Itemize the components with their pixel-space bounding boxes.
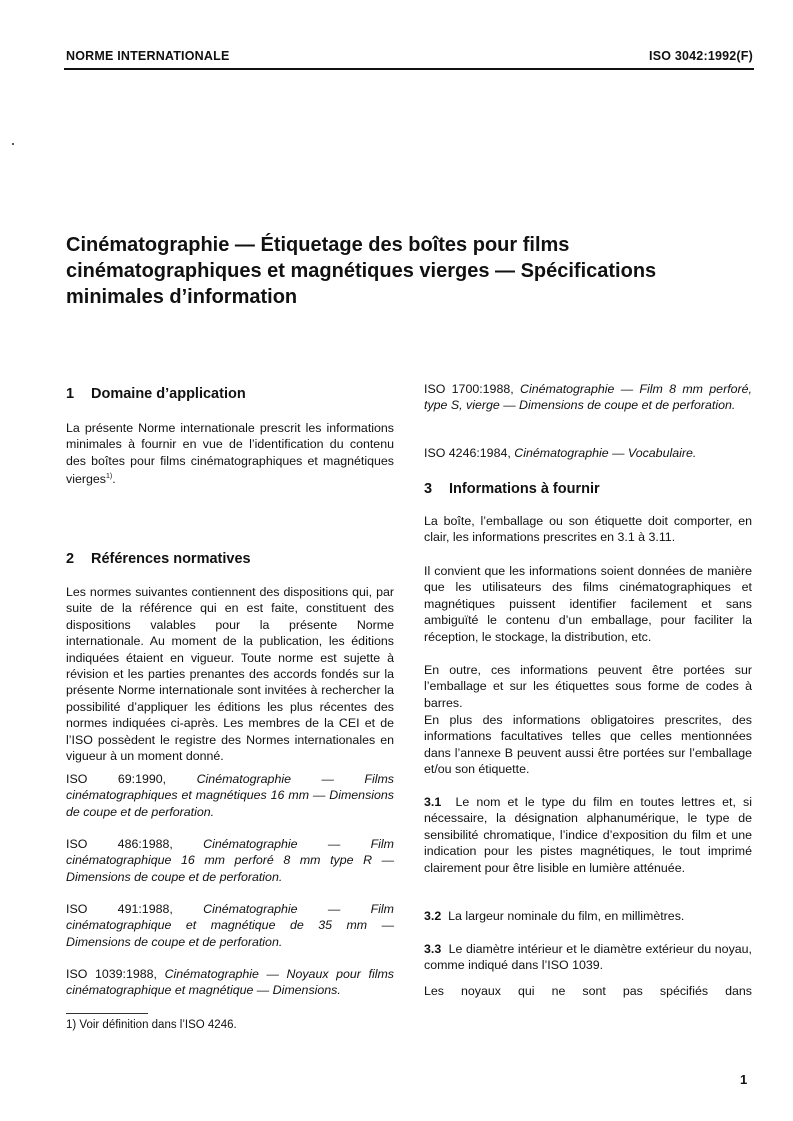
- section-3-paragraph: La boîte, l’emballage ou son étiquette doit comporter, en clair, les informations prescrites en 3.1 à 3.11.: [424, 514, 752, 545]
- section-3-paragraph: Il convient que les informations soient données de manière que les utilisateurs des films cinématographiques et magnétiques puissent identifier facilement et sans ambiguïté le contenu d’un emballage, pour faciliter la réception, le stockage, la distribution, etc.: [424, 564, 752, 644]
- section-2-text: Les normes suivantes contiennent des dispositions qui, par suite de la référence qui en est faite, constituent des dispositions valables pour la présente Norme internationale. Au moment de la publication, les éditions indiquées étaient en vigueur. Toute norme est sujette à révision et les parties prenantes des accords fondés sur la présente Norme internationale sont invitées à rechercher la possibilité d’appliquer les éditions les plus récentes des normes indiquées ci-après. Les membres de la CEI et de l’ISO possèdent le registre des Normes internationales en vigueur à un moment donné.: [66, 585, 394, 764]
- section-3-continued-text: Les noyaux qui ne sont pas spécifiés dans: [424, 984, 752, 998]
- reference-item: ISO 1700:1988, Cinématographie — Film 8 mm perforé, type S, vierge — Dimensions de coupe et de perforation.: [424, 382, 752, 413]
- section-1-text: La présente Norme internationale prescrit les informations minimales à fournir en vue de l’identification du contenu des boîtes pour films cinématographiques et magnétiques vierges$^{1)}$.: [66, 421, 394, 487]
- clause-3-2: 3.2 La largeur nominale du film, en millimètres.: [424, 909, 685, 923]
- header-standard-type: NORME INTERNATIONALE: [66, 49, 230, 63]
- reference-item: ISO 1039:1988, Cinématographie — Noyaux pour films cinématographique et magnétique — Dimensions.: [66, 967, 394, 998]
- footnote-rule: [66, 1013, 148, 1014]
- page-number: 1: [740, 1072, 748, 1087]
- footnote: 1) Voir définition dans l’ISO 4246.: [66, 1019, 237, 1031]
- section-2-heading: 2 Références normatives: [66, 551, 251, 567]
- section-3-paragraph: En plus des informations obligatoires prescrites, des informations facultatives telles que celles mentionnées dans l’annexe B peuvent aussi être portées sur l’emballage et/ou son étiquette.: [424, 713, 752, 777]
- clause-3-1: 3.1 Le nom et le type du film en toutes lettres et, si nécessaire, la désignation alphanumérique, le type de sensibilité chromatique, l’indice d’exposition du film et une indication pour les pistes magnétiques, le tout imprimé clairement pour être lisible en lumière atténuée.: [424, 795, 752, 875]
- reference-item: ISO 4246:1984, Cinématographie — Vocabulaire.: [424, 446, 697, 460]
- header-standard-number: ISO 3042:1992(F): [649, 49, 753, 63]
- header-rule: [64, 68, 754, 70]
- section-3-heading: 3 Informations à fournir: [424, 481, 600, 497]
- document-title: Cinématographie — Étiquetage des boîtes pour films cinématographiques et magnétiques vierges — Spécifications minimales d’information: [66, 234, 657, 308]
- clause-3-3: 3.3 Le diamètre intérieur et le diamètre extérieur du noyau, comme indiqué dans l’ISO 1039.: [424, 942, 752, 973]
- reference-item: ISO 69:1990, Cinématographie — Films cinématographiques et magnétiques 16 mm — Dimensions de coupe et de perforation.: [66, 772, 394, 819]
- reference-item: ISO 491:1988, Cinématographie — Film cinématographique et magnétique de 35 mm — Dimensions de coupe et de perforation.: [66, 902, 394, 949]
- section-3-paragraph: En outre, ces informations peuvent être portées sur l’emballage et sur les étiquettes sous forme de codes à barres.: [424, 663, 752, 710]
- footnote-ref[interactable]: 1): [105, 473, 113, 481]
- section-1-heading: 1 Domaine d’application: [66, 386, 246, 402]
- reference-item: ISO 486:1988, Cinématographie — Film cinématographique 16 mm perforé 8 mm type R — Dimensions de coupe et de perforation.: [66, 837, 394, 884]
- scan-speck: [12, 143, 14, 145]
